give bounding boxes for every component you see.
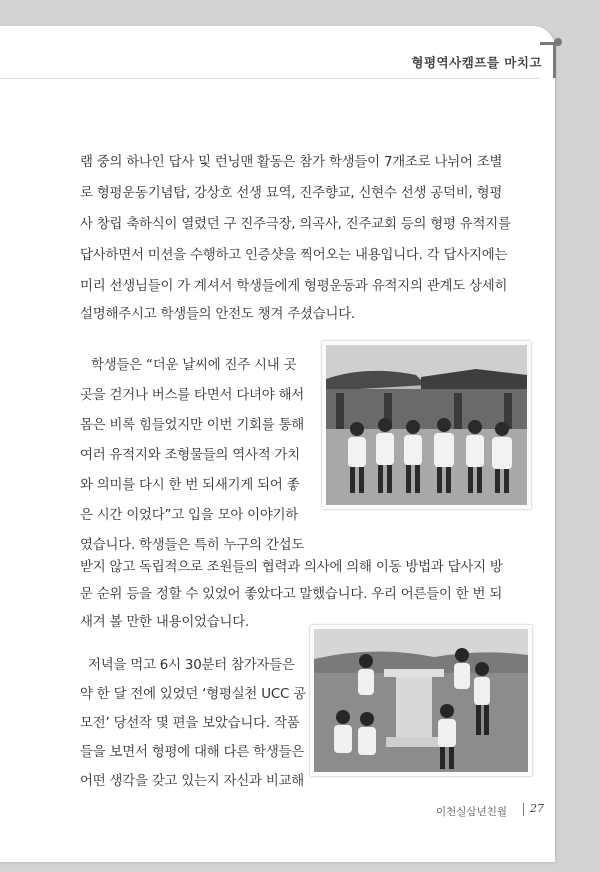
- text-line: 로 형평운동기념탑, 강상호 선생 묘역, 진주향교, 신현수 선생 공덕비, 형평: [80, 186, 503, 201]
- page-header-title: 형평역사캠프를 마치고: [411, 55, 542, 70]
- text-line: 저녁을 먹고 6시 30분터 참가자들은: [88, 658, 295, 673]
- text-line: 은 시간 이었다”고 입을 모아 이야기하: [80, 508, 299, 523]
- text-line: 모전’ 당선작 몇 편을 보았습니다. 작품: [80, 716, 300, 731]
- corner-bracket-decoration: [540, 42, 556, 78]
- text-line: 여러 유적지와 조형물들의 역사적 가치: [80, 448, 300, 463]
- text-line: 문 순위 등을 정할 수 있었어 좋았다고 말했습니다. 우리 어른들이 한 번 되: [80, 587, 503, 602]
- text-line: 들을 보면서 형평에 대해 다른 학생들은: [80, 745, 305, 760]
- photo-students-with-monument: [310, 625, 532, 776]
- text-line: 램 중의 하나인 답사 및 런닝맨 활동은 참가 학생들이 7개조로 나뉘어 조별: [80, 155, 503, 170]
- text-line: 였습니다. 학생들은 특히 누구의 간섭도: [80, 538, 305, 553]
- text-line: 곳을 걷거나 버스를 타면서 다녀야 해서: [80, 388, 305, 403]
- text-line: 사 창립 축하식이 열렸던 구 진주극장, 의곡사, 진주교회 등의 형평 유적지를: [80, 217, 511, 232]
- page-number: 27: [530, 802, 544, 815]
- text-line: 약 한 달 전에 있었던 ‘형평실천 UCC 공: [80, 687, 306, 702]
- text-line: 학생들은 “더운 날씨에 진주 시내 곳: [91, 358, 297, 373]
- text-line: 와 의미를 다시 한 번 되새기게 되어 좋: [80, 478, 300, 493]
- text-line: 답사하면서 미션을 수행하고 인증샷을 찍어오는 내용입니다. 각 답사지에는: [80, 248, 508, 263]
- text-line: 새겨 볼 만한 내용이었습니다.: [80, 615, 250, 630]
- text-line: 미리 선생님들이 가 계셔서 학생들에게 형평운동과 유적지의 관계도 상세히: [80, 279, 508, 294]
- text-line: 몸은 비록 힘들었지만 이번 기회를 통해: [80, 418, 305, 433]
- photo-students-at-gate: [322, 341, 531, 509]
- header-divider: [0, 78, 540, 79]
- text-line: 어떤 생각을 갖고 있는지 자신과 비교해: [80, 774, 305, 789]
- text-line: 설명해주시고 학생들의 안전도 챙겨 주셨습니다.: [80, 307, 355, 322]
- photo-students-at-gate-image: [326, 345, 527, 505]
- corner-dot-decoration: [554, 38, 562, 46]
- text-line: 받지 않고 독립적으로 조원들의 협력과 의사에 의해 이동 방법과 답사지 방: [80, 560, 503, 575]
- photo-students-with-monument-image: [314, 629, 528, 772]
- footer-separator: [523, 803, 524, 816]
- footer-magazine-title: 이천실삼년친월: [436, 806, 508, 818]
